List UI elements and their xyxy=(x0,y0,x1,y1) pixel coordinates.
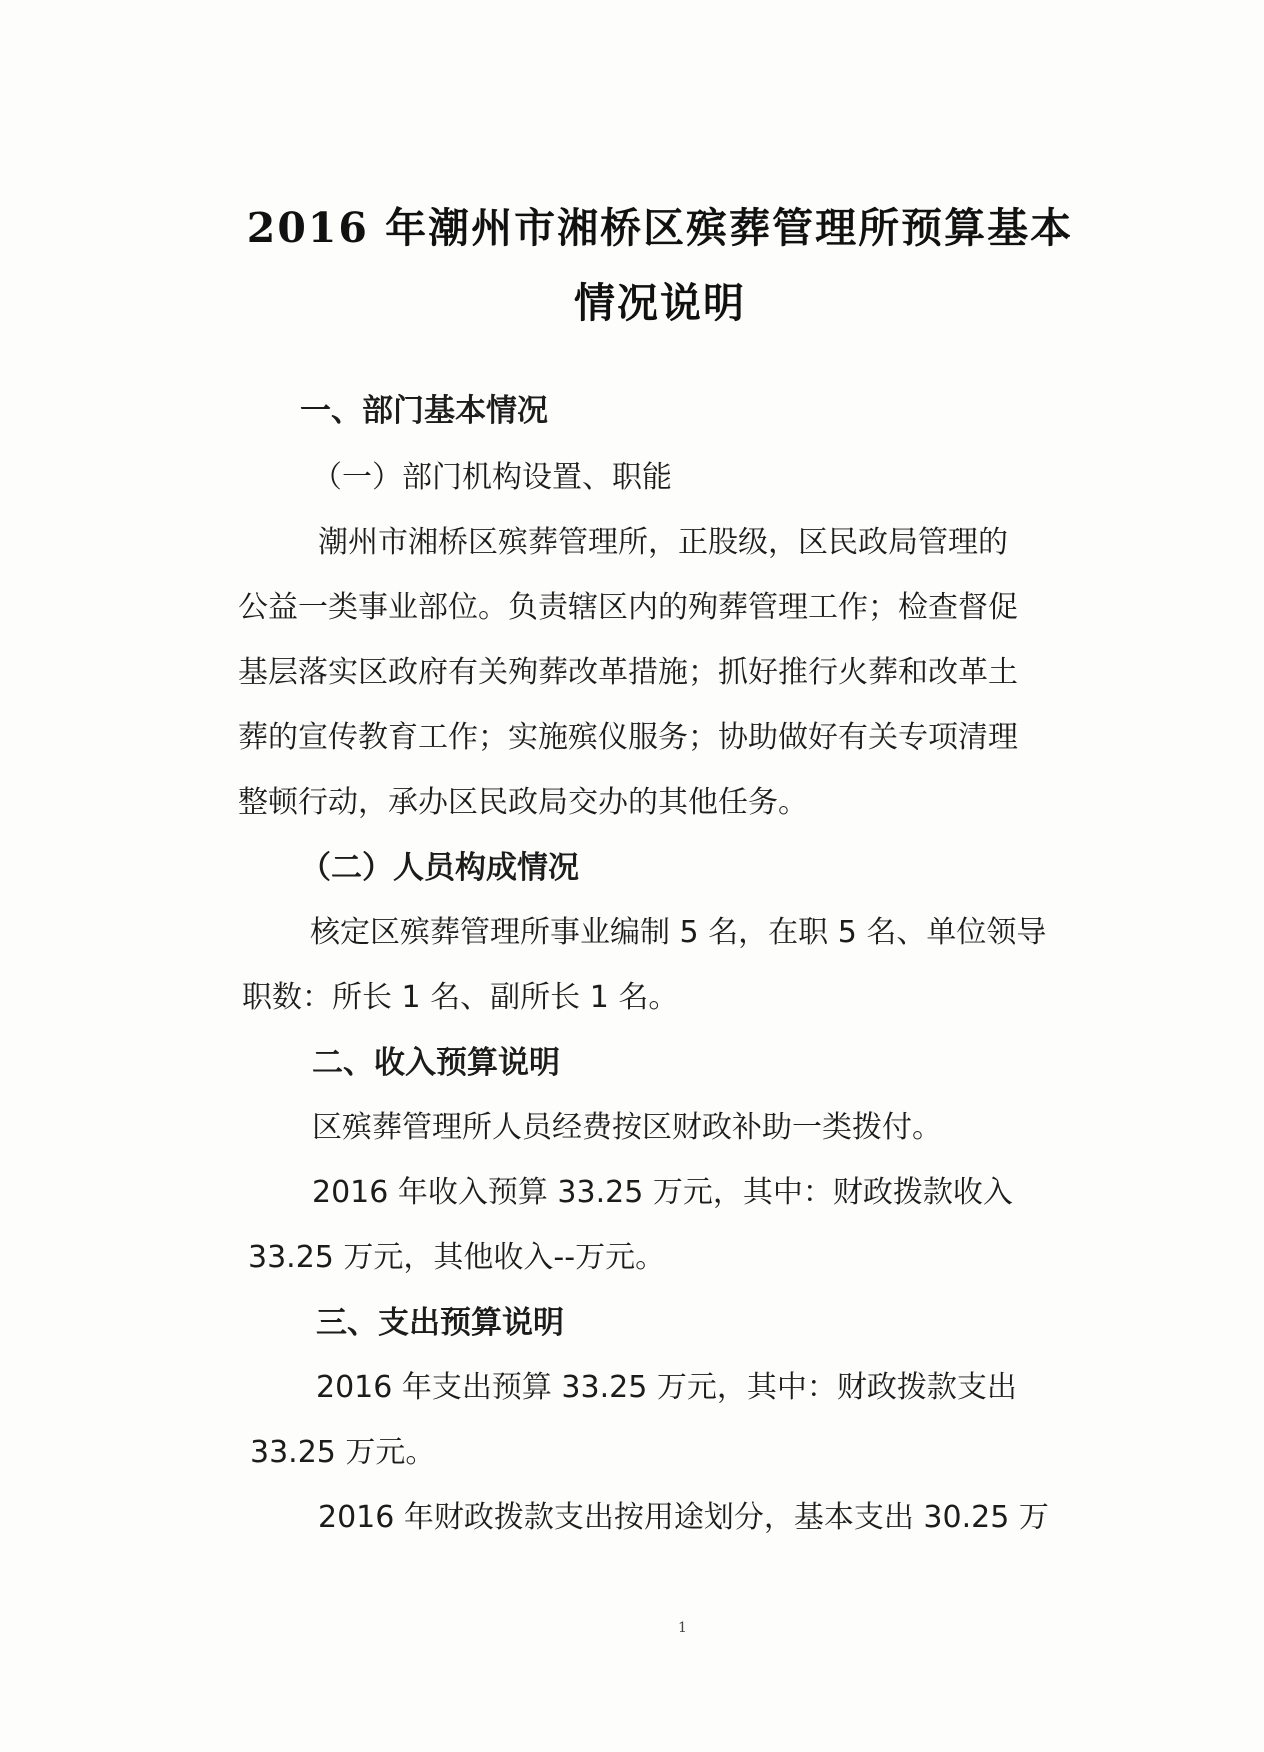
document-title-line-1: 2016 年潮州市湘桥区殡葬管理所预算基本 xyxy=(246,204,1074,252)
paragraph-line: 基层落实区政府有关殉葬改革措施；抓好推行火葬和改革土 xyxy=(238,655,1018,690)
page-number: 1 xyxy=(678,1620,687,1636)
subsection-heading-1-2: （二）人员构成情况 xyxy=(300,850,579,886)
paragraph-line: 潮州市湘桥区殡葬管理所，正股级，区民政局管理的 xyxy=(318,525,1008,560)
section-heading-3: 三、支出预算说明 xyxy=(316,1305,564,1341)
paragraph-line: 2016 年收入预算 33.25 万元，其中：财政拨款收入 xyxy=(312,1175,1013,1210)
subsection-heading-1-1: （一）部门机构设置、职能 xyxy=(312,460,672,495)
paragraph-line: 核定区殡葬管理所事业编制 5 名，在职 5 名、单位领导 xyxy=(310,915,1047,950)
paragraph-line: 公益一类事业部位。负责辖区内的殉葬管理工作；检查督促 xyxy=(238,590,1018,625)
paragraph-line: 整顿行动，承办区民政局交办的其他任务。 xyxy=(238,785,808,820)
paragraph-line: 职数：所长 1 名、副所长 1 名。 xyxy=(242,980,679,1015)
section-heading-2: 二、收入预算说明 xyxy=(312,1045,560,1081)
paragraph-line: 33.25 万元，其他收入--万元。 xyxy=(248,1240,666,1275)
paragraph-line: 2016 年财政拨款支出按用途划分，基本支出 30.25 万 xyxy=(318,1500,1049,1535)
paragraph-line: 2016 年支出预算 33.25 万元，其中：财政拨款支出 xyxy=(316,1370,1017,1405)
document-title-line-2: 情况说明 xyxy=(574,279,746,327)
paragraph-line: 葬的宣传教育工作；实施殡仪服务；协助做好有关专项清理 xyxy=(238,720,1018,755)
section-heading-1: 一、部门基本情况 xyxy=(300,393,548,429)
paragraph-line: 33.25 万元。 xyxy=(250,1435,436,1470)
paragraph-line: 区殡葬管理所人员经费按区财政补助一类拨付。 xyxy=(312,1110,942,1145)
